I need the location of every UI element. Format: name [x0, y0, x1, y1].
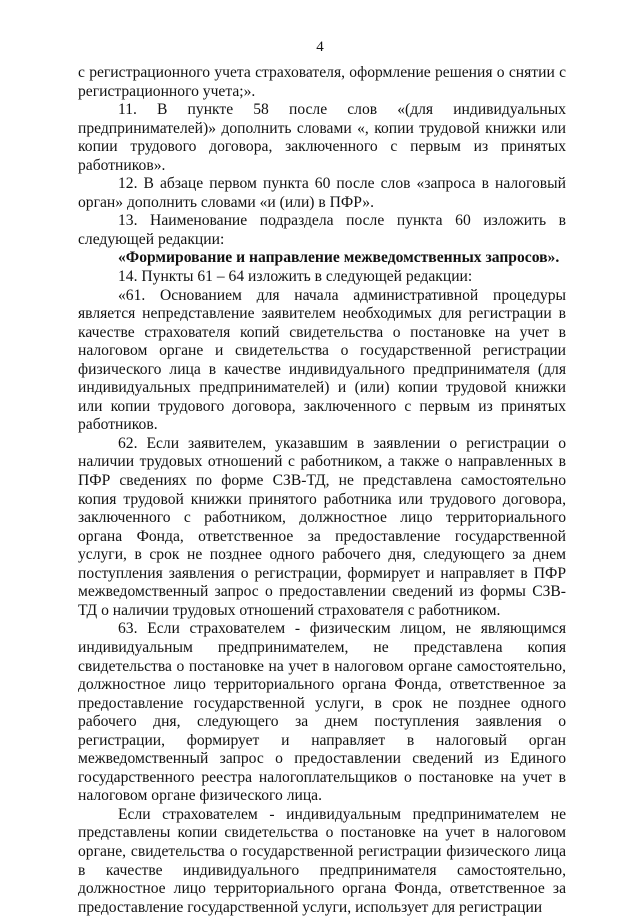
paragraph-continuation: с регистрационного учета страхователя, оформление решения о снятии с регистрационного учета;».	[78, 64, 566, 100]
paragraph-point-62: 62. Если заявителем, указавшим в заявлении о регистрации о наличии трудовых отношений с работником, а также о направленных в ПФР сведениях по форме СЗВ-ТД, не представлена самостоятельно копия трудовой книжки принятого работника или трудового договора, заключенного с работником, должностное лицо территориального органа Фонда, ответственное за предоставление государственной услуги, в срок не позднее одного рабочего дня, следующего за днем поступления заявления о регистрации, формирует и направляет в ПФР межведомственный запрос о предоставлении сведений из формы СЗВ-ТД о наличии трудовых отношений страхователя с работником.	[78, 434, 566, 619]
paragraph-point-63-continued: Если страхователем - индивидуальным предпринимателем не представлены копии свидетельства о постановке на учет в налоговом органе, свидетельства о государственной регистрации физического лица в качестве индивидуального предпринимателя самостоятельно, должностное лицо территориального органа Фонда, ответственное за предоставление государственной услуги, использует для регистрации	[78, 805, 566, 916]
paragraph-item-13: 13. Наименование подраздела после пункта 60 изложить в следующей редакции:	[78, 212, 566, 248]
paragraph-item-12: 12. В абзаце первом пункта 60 после слов «запроса в налоговый орган» дополнить словами «и (или) в ПФР».	[78, 175, 566, 211]
paragraph-point-63: 63. Если страхователем - физическим лицом, не являющимся индивидуальным предпринимателем, не представлена копия свидетельства о постановке на учет в налоговом органе самостоятельно, должностное лицо территориального органа Фонда, ответственное за предоставление государственной услуги, в срок не позднее одного рабочего дня, следующего за днем поступления заявления о регистрации, формирует и направляет в налоговый орган межведомственный запрос о предоставлении сведений из Единого государственного реестра налогоплательщиков о постановке на учет в налоговом органе физического лица.	[78, 620, 566, 805]
document-body	[78, 64, 566, 917]
subsection-heading: «Формирование и направление межведомственных запросов».	[118, 249, 560, 267]
paragraph-item-14: 14. Пункты 61 – 64 изложить в следующей редакции:	[118, 268, 473, 286]
page-number: 4	[316, 39, 324, 55]
paragraph-item-11: 11. В пункте 58 после слов «(для индивидуальных предпринимателей)» дополнить словами «, копии трудовой книжки или копии трудового договора, заключенного с первым из принятых работников».	[78, 101, 566, 174]
paragraph-point-61: «61. Основанием для начала административной процедуры является непредставление заявителем необходимых для регистрации в качестве страхователя копий свидетельства о постановке на учет в налоговом органе и свидетельства о государственной регистрации физического лица в качестве индивидуального предпринимателя (для индивидуальных предпринимателей) и (или) копии трудовой книжки или копии трудового договора, заключенного с первым из принятых работников.	[78, 286, 566, 434]
